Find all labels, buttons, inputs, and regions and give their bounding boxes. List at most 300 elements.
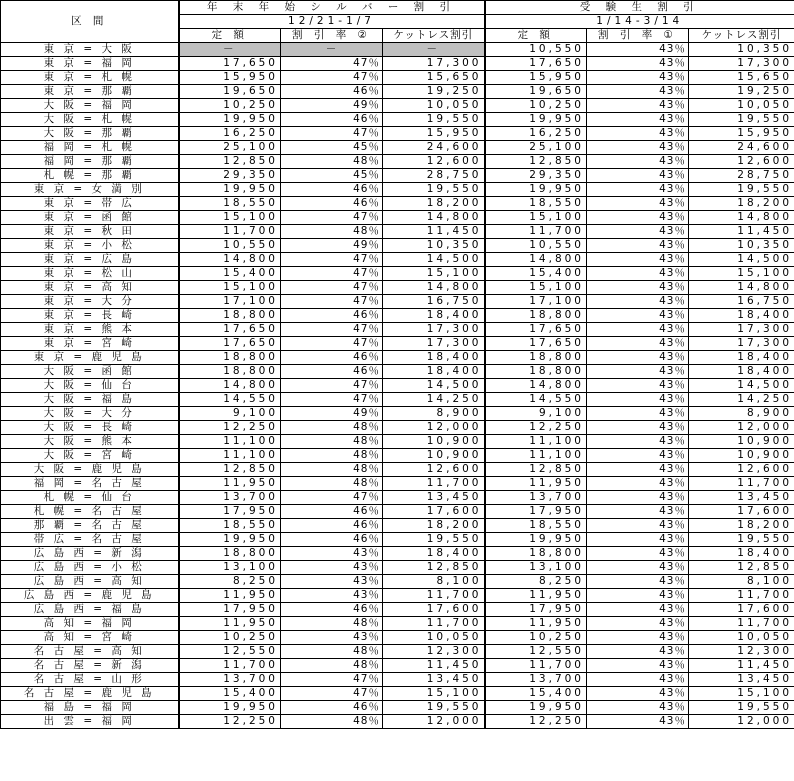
route-cell: 東 京 = 帯 広 <box>1 197 179 211</box>
silver-fare-cell: 11,950 <box>179 477 281 491</box>
table-row <box>1 477 794 491</box>
student-fare-cell: 14,800 <box>485 379 587 393</box>
route-cell: 大 阪 = 熊 本 <box>1 435 179 449</box>
silver-ticketless-cell: 13,450 <box>383 491 485 505</box>
student-rate-cell: 43％ <box>587 701 689 715</box>
silver-fare-cell: 15,100 <box>179 211 281 225</box>
student-rate-cell: 43％ <box>587 365 689 379</box>
silver-fare-cell: 19,950 <box>179 701 281 715</box>
table-row <box>1 253 794 267</box>
table-row <box>1 533 794 547</box>
student-rate-cell: 43％ <box>587 99 689 113</box>
silver-fare-cell: 15,950 <box>179 71 281 85</box>
table-row <box>1 57 794 71</box>
silver-rate-cell: 47％ <box>281 71 383 85</box>
silver-ticketless-cell: 19,550 <box>383 533 485 547</box>
route-cell: 東 京 = 長 崎 <box>1 309 179 323</box>
silver-ticketless-cell: 28,750 <box>383 169 485 183</box>
table-row <box>1 309 794 323</box>
student-ticketless-cell: 12,000 <box>689 421 794 435</box>
silver-ticketless-cell: 14,800 <box>383 281 485 295</box>
col-ticketless-2: ケットレス割引 <box>689 29 794 43</box>
silver-fare-cell: － <box>179 43 281 57</box>
col-ticketless-1: ケットレス割引 <box>383 29 485 43</box>
student-rate-cell: 43％ <box>587 183 689 197</box>
silver-ticketless-cell: 18,400 <box>383 351 485 365</box>
silver-ticketless-cell: 17,300 <box>383 323 485 337</box>
student-rate-cell: 43％ <box>587 267 689 281</box>
silver-ticketless-cell: 15,650 <box>383 71 485 85</box>
student-ticketless-cell: 15,950 <box>689 127 794 141</box>
silver-fare-cell: 14,800 <box>179 379 281 393</box>
silver-fare-cell: 11,100 <box>179 449 281 463</box>
route-cell: 広 島 西 = 小 松 <box>1 561 179 575</box>
silver-rate-cell: 46％ <box>281 85 383 99</box>
student-rate-cell: 43％ <box>587 141 689 155</box>
student-fare-cell: 18,800 <box>485 547 587 561</box>
table-row <box>1 379 794 393</box>
silver-fare-cell: 18,550 <box>179 519 281 533</box>
silver-fare-cell: 11,700 <box>179 225 281 239</box>
student-ticketless-cell: 12,600 <box>689 463 794 477</box>
table-row <box>1 673 794 687</box>
route-cell: 東 京 = 鹿 児 島 <box>1 351 179 365</box>
table-row <box>1 617 794 631</box>
silver-fare-cell: 15,400 <box>179 687 281 701</box>
student-fare-cell: 10,250 <box>485 99 587 113</box>
table-row <box>1 589 794 603</box>
student-fare-cell: 11,700 <box>485 225 587 239</box>
silver-ticketless-cell: 18,400 <box>383 547 485 561</box>
silver-rate-cell: 45％ <box>281 169 383 183</box>
route-cell: 東 京 = 函 館 <box>1 211 179 225</box>
student-rate-cell: 43％ <box>587 337 689 351</box>
student-ticketless-cell: 15,650 <box>689 71 794 85</box>
student-fare-cell: 19,950 <box>485 701 587 715</box>
silver-rate-cell: 46％ <box>281 701 383 715</box>
silver-rate-cell: 48％ <box>281 617 383 631</box>
table-row <box>1 631 794 645</box>
student-ticketless-cell: 19,550 <box>689 533 794 547</box>
silver-rate-cell: 46％ <box>281 505 383 519</box>
silver-fare-cell: 19,950 <box>179 183 281 197</box>
student-fare-cell: 11,950 <box>485 477 587 491</box>
route-cell: 大 阪 = 宮 崎 <box>1 449 179 463</box>
silver-ticketless-cell: 17,600 <box>383 603 485 617</box>
student-discount-period: 1/14-3/14 <box>485 15 794 29</box>
student-fare-cell: 18,800 <box>485 309 587 323</box>
section-header: 区 間 <box>1 1 179 43</box>
student-rate-cell: 43％ <box>587 351 689 365</box>
silver-rate-cell: 46％ <box>281 183 383 197</box>
silver-ticketless-cell: 15,100 <box>383 267 485 281</box>
table-row <box>1 393 794 407</box>
route-cell: 東 京 = 小 松 <box>1 239 179 253</box>
student-fare-cell: 18,550 <box>485 519 587 533</box>
silver-ticketless-cell: 19,550 <box>383 183 485 197</box>
student-fare-cell: 12,850 <box>485 155 587 169</box>
table-row <box>1 659 794 673</box>
student-discount-title: 受 験 生 割 引 <box>485 1 794 15</box>
table-row <box>1 211 794 225</box>
student-rate-cell: 43％ <box>587 561 689 575</box>
student-ticketless-cell: 18,400 <box>689 351 794 365</box>
fare-rows <box>1 43 794 729</box>
silver-rate-cell: 48％ <box>281 421 383 435</box>
student-fare-cell: 13,700 <box>485 673 587 687</box>
student-ticketless-cell: 10,900 <box>689 449 794 463</box>
silver-fare-cell: 10,550 <box>179 239 281 253</box>
silver-ticketless-cell: 11,450 <box>383 225 485 239</box>
silver-rate-cell: 46％ <box>281 351 383 365</box>
student-rate-cell: 43％ <box>587 715 689 729</box>
student-fare-cell: 9,100 <box>485 407 587 421</box>
student-fare-cell: 16,250 <box>485 127 587 141</box>
silver-rate-cell: 48％ <box>281 225 383 239</box>
silver-fare-cell: 13,100 <box>179 561 281 575</box>
student-fare-cell: 10,250 <box>485 631 587 645</box>
silver-rate-cell: 47％ <box>281 57 383 71</box>
student-fare-cell: 15,400 <box>485 687 587 701</box>
student-ticketless-cell: 11,700 <box>689 589 794 603</box>
table-row <box>1 421 794 435</box>
silver-fare-cell: 11,950 <box>179 617 281 631</box>
student-rate-cell: 43％ <box>587 533 689 547</box>
silver-rate-cell: 48％ <box>281 715 383 729</box>
student-rate-cell: 43％ <box>587 421 689 435</box>
silver-rate-cell: 43％ <box>281 547 383 561</box>
table-row <box>1 127 794 141</box>
silver-fare-cell: 15,100 <box>179 281 281 295</box>
route-cell: 名 古 屋 = 新 潟 <box>1 659 179 673</box>
student-fare-cell: 12,250 <box>485 421 587 435</box>
student-ticketless-cell: 13,450 <box>689 491 794 505</box>
silver-fare-cell: 12,850 <box>179 155 281 169</box>
route-cell: 東 京 = 那 覇 <box>1 85 179 99</box>
silver-fare-cell: 14,550 <box>179 393 281 407</box>
student-rate-cell: 43％ <box>587 71 689 85</box>
silver-fare-cell: 18,800 <box>179 351 281 365</box>
student-rate-cell: 43％ <box>587 603 689 617</box>
silver-ticketless-cell: 14,800 <box>383 211 485 225</box>
student-ticketless-cell: 14,500 <box>689 253 794 267</box>
student-ticketless-cell: 28,750 <box>689 169 794 183</box>
student-rate-cell: 43％ <box>587 659 689 673</box>
route-cell: 東 京 = 熊 本 <box>1 323 179 337</box>
student-ticketless-cell: 8,100 <box>689 575 794 589</box>
table-row <box>1 547 794 561</box>
silver-ticketless-cell: 11,700 <box>383 589 485 603</box>
silver-fare-cell: 12,550 <box>179 645 281 659</box>
student-fare-cell: 11,100 <box>485 435 587 449</box>
silver-ticketless-cell: 17,300 <box>383 337 485 351</box>
student-ticketless-cell: 18,400 <box>689 309 794 323</box>
route-cell: 名 古 屋 = 鹿 児 島 <box>1 687 179 701</box>
route-cell: 広 島 西 = 福 島 <box>1 603 179 617</box>
student-rate-cell: 43％ <box>587 239 689 253</box>
table-row <box>1 337 794 351</box>
table-row <box>1 197 794 211</box>
route-cell: 出 雲 = 福 岡 <box>1 715 179 729</box>
student-rate-cell: 43％ <box>587 309 689 323</box>
silver-rate-cell: 48％ <box>281 463 383 477</box>
silver-ticketless-cell: 14,500 <box>383 253 485 267</box>
student-ticketless-cell: 12,850 <box>689 561 794 575</box>
silver-fare-cell: 18,550 <box>179 197 281 211</box>
student-fare-cell: 10,550 <box>485 43 587 57</box>
student-rate-cell: 43％ <box>587 127 689 141</box>
silver-ticketless-cell: 18,400 <box>383 309 485 323</box>
silver-fare-cell: 15,400 <box>179 267 281 281</box>
table-row <box>1 183 794 197</box>
silver-ticketless-cell: 10,050 <box>383 631 485 645</box>
route-cell: 東 京 = 福 岡 <box>1 57 179 71</box>
student-fare-cell: 17,950 <box>485 603 587 617</box>
silver-ticketless-cell: 12,000 <box>383 421 485 435</box>
student-ticketless-cell: 11,450 <box>689 659 794 673</box>
silver-fare-cell: 17,650 <box>179 57 281 71</box>
student-ticketless-cell: 17,300 <box>689 337 794 351</box>
silver-fare-cell: 9,100 <box>179 407 281 421</box>
silver-rate-cell: 43％ <box>281 575 383 589</box>
student-fare-cell: 11,950 <box>485 617 587 631</box>
student-ticketless-cell: 15,100 <box>689 687 794 701</box>
route-cell: 大 阪 = 仙 台 <box>1 379 179 393</box>
silver-rate-cell: 47％ <box>281 673 383 687</box>
student-ticketless-cell: 14,500 <box>689 379 794 393</box>
silver-rate-cell: 46％ <box>281 113 383 127</box>
silver-rate-cell: 47％ <box>281 253 383 267</box>
silver-fare-cell: 25,100 <box>179 141 281 155</box>
silver-rate-cell: 47％ <box>281 393 383 407</box>
student-rate-cell: 43％ <box>587 463 689 477</box>
silver-ticketless-cell: 17,300 <box>383 57 485 71</box>
student-ticketless-cell: 10,350 <box>689 43 794 57</box>
silver-ticketless-cell: 18,200 <box>383 197 485 211</box>
silver-fare-cell: 10,250 <box>179 631 281 645</box>
student-ticketless-cell: 19,550 <box>689 113 794 127</box>
silver-ticketless-cell: 12,850 <box>383 561 485 575</box>
table-row <box>1 99 794 113</box>
student-ticketless-cell: 10,350 <box>689 239 794 253</box>
student-fare-cell: 13,700 <box>485 491 587 505</box>
silver-ticketless-cell: 18,400 <box>383 365 485 379</box>
silver-rate-cell: 49％ <box>281 99 383 113</box>
silver-fare-cell: 19,950 <box>179 113 281 127</box>
student-ticketless-cell: 12,000 <box>689 715 794 729</box>
silver-fare-cell: 17,650 <box>179 323 281 337</box>
silver-ticketless-cell: 12,600 <box>383 155 485 169</box>
silver-rate-cell: 47％ <box>281 267 383 281</box>
student-rate-cell: 43％ <box>587 281 689 295</box>
silver-ticketless-cell: 19,550 <box>383 113 485 127</box>
student-fare-cell: 14,550 <box>485 393 587 407</box>
student-rate-cell: 43％ <box>587 225 689 239</box>
silver-rate-cell: 43％ <box>281 561 383 575</box>
silver-fare-cell: 17,100 <box>179 295 281 309</box>
col-fare-2: 定 額 <box>485 29 587 43</box>
student-ticketless-cell: 18,400 <box>689 365 794 379</box>
silver-rate-cell: 49％ <box>281 407 383 421</box>
student-fare-cell: 25,100 <box>485 141 587 155</box>
silver-rate-cell: 47％ <box>281 211 383 225</box>
table-row <box>1 365 794 379</box>
silver-fare-cell: 29,350 <box>179 169 281 183</box>
student-fare-cell: 17,100 <box>485 295 587 309</box>
table-row <box>1 71 794 85</box>
silver-ticketless-cell: 16,750 <box>383 295 485 309</box>
student-ticketless-cell: 14,800 <box>689 211 794 225</box>
silver-ticketless-cell: 17,600 <box>383 505 485 519</box>
silver-ticketless-cell: 11,700 <box>383 617 485 631</box>
student-rate-cell: 43％ <box>587 519 689 533</box>
table-row <box>1 505 794 519</box>
route-cell: 福 島 = 福 岡 <box>1 701 179 715</box>
student-rate-cell: 43％ <box>587 379 689 393</box>
silver-fare-cell: 18,800 <box>179 309 281 323</box>
student-fare-cell: 17,950 <box>485 505 587 519</box>
table-row <box>1 561 794 575</box>
table-row <box>1 239 794 253</box>
silver-fare-cell: 10,250 <box>179 99 281 113</box>
silver-ticketless-cell: － <box>383 43 485 57</box>
student-fare-cell: 15,100 <box>485 211 587 225</box>
silver-ticketless-cell: 12,600 <box>383 463 485 477</box>
silver-fare-cell: 13,700 <box>179 673 281 687</box>
table-row <box>1 407 794 421</box>
table-row <box>1 85 794 99</box>
table-row <box>1 701 794 715</box>
route-cell: 東 京 = 大 阪 <box>1 43 179 57</box>
table-row <box>1 603 794 617</box>
silver-fare-cell: 19,950 <box>179 533 281 547</box>
student-ticketless-cell: 24,600 <box>689 141 794 155</box>
silver-rate-cell: 46％ <box>281 533 383 547</box>
silver-fare-cell: 14,800 <box>179 253 281 267</box>
silver-ticketless-cell: 8,900 <box>383 407 485 421</box>
table-row <box>1 449 794 463</box>
student-fare-cell: 19,950 <box>485 533 587 547</box>
route-cell: 福 岡 = 札 幌 <box>1 141 179 155</box>
route-cell: 大 阪 = 大 分 <box>1 407 179 421</box>
student-ticketless-cell: 10,050 <box>689 631 794 645</box>
student-rate-cell: 43％ <box>587 43 689 57</box>
student-ticketless-cell: 18,200 <box>689 197 794 211</box>
table-row <box>1 351 794 365</box>
silver-discount-period: 12/21-1/7 <box>179 15 485 29</box>
silver-rate-cell: 46％ <box>281 519 383 533</box>
student-ticketless-cell: 10,050 <box>689 99 794 113</box>
silver-rate-cell: 46％ <box>281 197 383 211</box>
student-rate-cell: 43％ <box>587 85 689 99</box>
student-fare-cell: 18,800 <box>485 351 587 365</box>
student-ticketless-cell: 18,400 <box>689 547 794 561</box>
silver-rate-cell: 48％ <box>281 477 383 491</box>
table-row <box>1 645 794 659</box>
student-rate-cell: 43％ <box>587 435 689 449</box>
table-row <box>1 169 794 183</box>
student-fare-cell: 29,350 <box>485 169 587 183</box>
route-cell: 大 阪 = 札 幌 <box>1 113 179 127</box>
route-cell: 那 覇 = 名 古 屋 <box>1 519 179 533</box>
student-rate-cell: 43％ <box>587 645 689 659</box>
silver-fare-cell: 8,250 <box>179 575 281 589</box>
student-ticketless-cell: 19,250 <box>689 85 794 99</box>
silver-rate-cell: 47％ <box>281 687 383 701</box>
table-row <box>1 687 794 701</box>
silver-fare-cell: 11,700 <box>179 659 281 673</box>
col-fare-1: 定 額 <box>179 29 281 43</box>
silver-fare-cell: 18,800 <box>179 365 281 379</box>
silver-rate-cell: 47％ <box>281 281 383 295</box>
student-fare-cell: 13,100 <box>485 561 587 575</box>
table-row <box>1 435 794 449</box>
route-cell: 福 岡 = 名 古 屋 <box>1 477 179 491</box>
col-rate-2: 割 引 率 ① <box>587 29 689 43</box>
student-rate-cell: 43％ <box>587 505 689 519</box>
silver-ticketless-cell: 8,100 <box>383 575 485 589</box>
route-cell: 東 京 = 高 知 <box>1 281 179 295</box>
student-rate-cell: 43％ <box>587 57 689 71</box>
route-cell: 広 島 西 = 新 潟 <box>1 547 179 561</box>
silver-rate-cell: 46％ <box>281 309 383 323</box>
student-ticketless-cell: 17,600 <box>689 603 794 617</box>
route-cell: 札 幌 = 仙 台 <box>1 491 179 505</box>
student-fare-cell: 11,700 <box>485 659 587 673</box>
route-cell: 帯 広 = 名 古 屋 <box>1 533 179 547</box>
student-rate-cell: 43％ <box>587 575 689 589</box>
student-rate-cell: 43％ <box>587 393 689 407</box>
silver-rate-cell: 43％ <box>281 589 383 603</box>
student-fare-cell: 12,850 <box>485 463 587 477</box>
silver-ticketless-cell: 18,200 <box>383 519 485 533</box>
student-rate-cell: 43％ <box>587 491 689 505</box>
silver-fare-cell: 16,250 <box>179 127 281 141</box>
silver-fare-cell: 11,950 <box>179 589 281 603</box>
silver-fare-cell: 12,250 <box>179 715 281 729</box>
silver-rate-cell: 45％ <box>281 141 383 155</box>
table-row <box>1 715 794 729</box>
silver-fare-cell: 17,950 <box>179 505 281 519</box>
route-cell: 高 知 = 宮 崎 <box>1 631 179 645</box>
student-ticketless-cell: 11,450 <box>689 225 794 239</box>
table-row <box>1 491 794 505</box>
silver-fare-cell: 11,100 <box>179 435 281 449</box>
route-cell: 札 幌 = 名 古 屋 <box>1 505 179 519</box>
table-row <box>1 575 794 589</box>
table-row <box>1 141 794 155</box>
student-ticketless-cell: 11,700 <box>689 477 794 491</box>
route-cell: 東 京 = 札 幌 <box>1 71 179 85</box>
student-fare-cell: 19,950 <box>485 113 587 127</box>
student-rate-cell: 43％ <box>587 477 689 491</box>
silver-rate-cell: 47％ <box>281 295 383 309</box>
student-fare-cell: 17,650 <box>485 57 587 71</box>
silver-ticketless-cell: 11,450 <box>383 659 485 673</box>
route-cell: 広 島 西 = 鹿 児 島 <box>1 589 179 603</box>
student-fare-cell: 8,250 <box>485 575 587 589</box>
silver-rate-cell: 47％ <box>281 337 383 351</box>
silver-ticketless-cell: 15,100 <box>383 687 485 701</box>
silver-fare-cell: 18,800 <box>179 547 281 561</box>
route-cell: 東 京 = 女 満 別 <box>1 183 179 197</box>
silver-rate-cell: 46％ <box>281 365 383 379</box>
table-row <box>1 113 794 127</box>
student-fare-cell: 12,250 <box>485 715 587 729</box>
student-ticketless-cell: 18,200 <box>689 519 794 533</box>
route-cell: 大 阪 = 福 島 <box>1 393 179 407</box>
silver-rate-cell: 48％ <box>281 449 383 463</box>
